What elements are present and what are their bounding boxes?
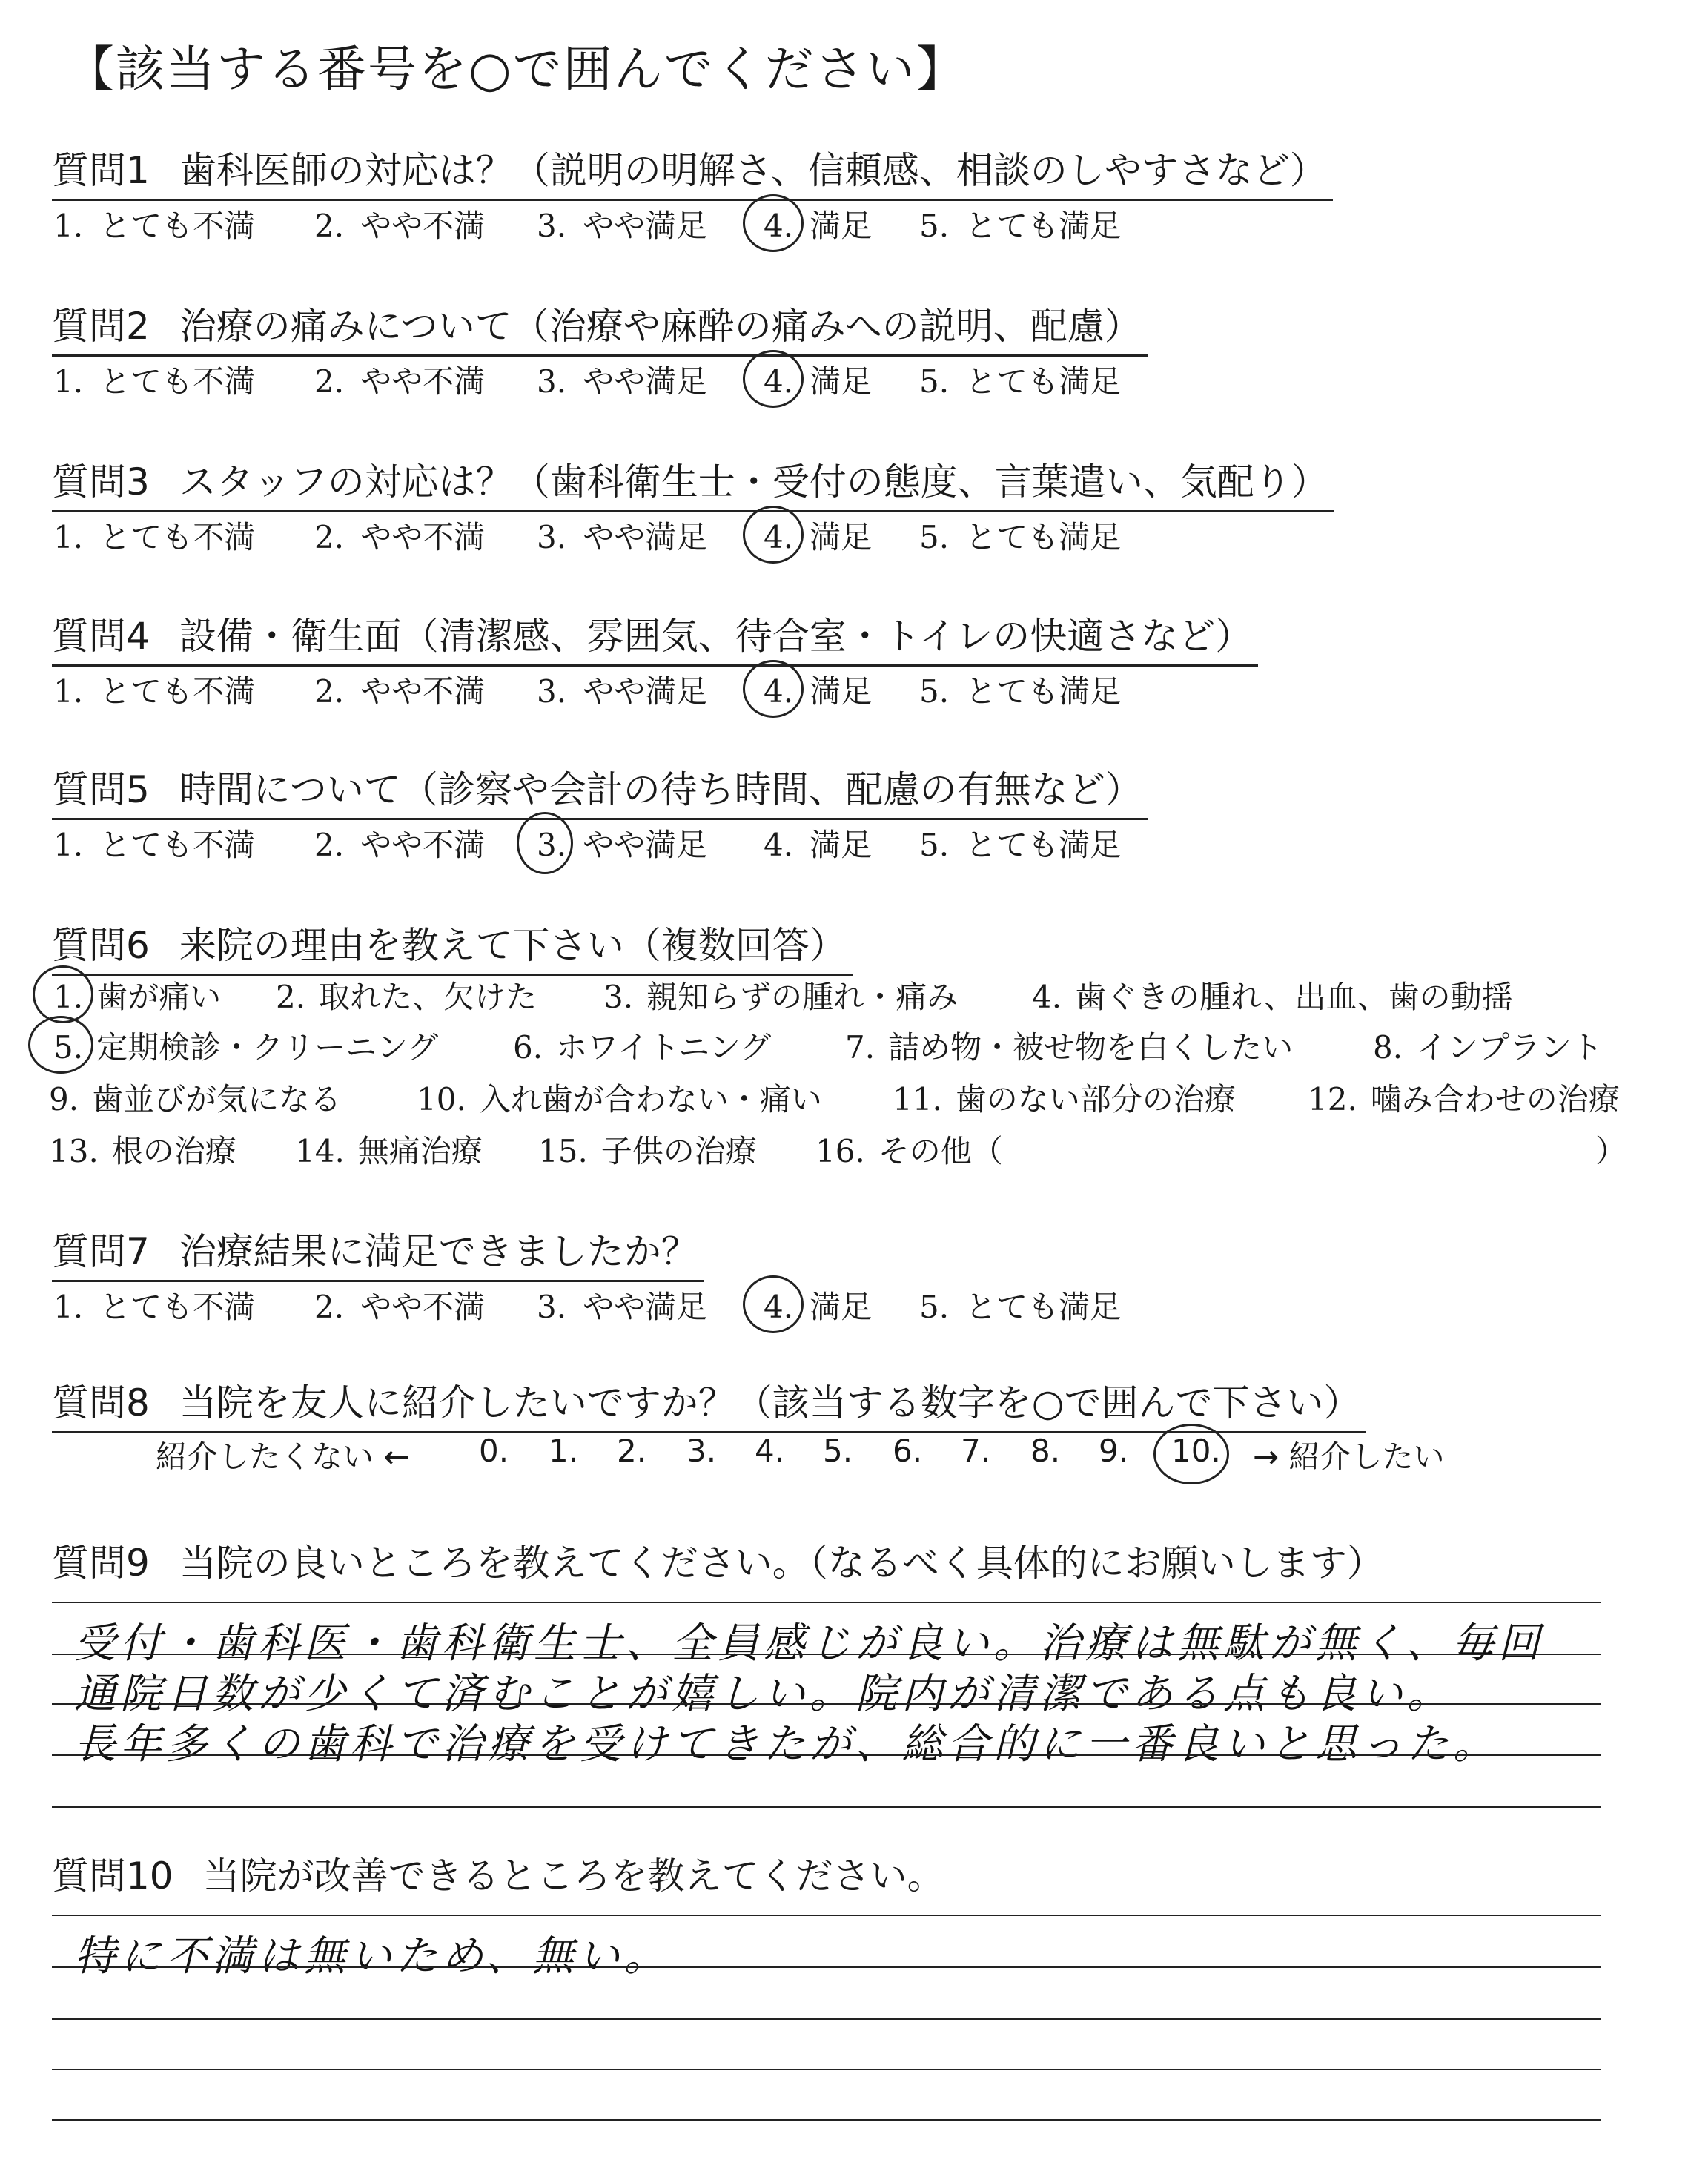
scale-6[interactable]: 6. xyxy=(893,1433,923,1469)
option-3[interactable]: 3. やや満足 xyxy=(537,519,708,555)
option-2[interactable]: 2. やや不満 xyxy=(314,827,486,863)
scale-left-label: 紹介したくない ← xyxy=(156,1439,410,1475)
question-4-title xyxy=(52,607,1258,667)
question-10-title xyxy=(52,1846,950,1904)
question-number: 質問10 xyxy=(52,1855,173,1898)
answer-line xyxy=(52,2018,1601,2020)
reason-12[interactable]: 12. 噛み合わせの治療 xyxy=(1308,1081,1620,1117)
scale-3[interactable]: 3. xyxy=(686,1433,717,1469)
reason-8[interactable]: 8. インプラント xyxy=(1373,1029,1603,1066)
question-number: 質問9 xyxy=(52,1542,150,1585)
answer-line xyxy=(52,1754,1601,1756)
option-1[interactable]: 1. とても不満 xyxy=(53,1289,256,1325)
reason-1[interactable]: 1. 歯が痛い xyxy=(53,979,222,1015)
scale-5[interactable]: 5. xyxy=(823,1433,853,1469)
question-3-title xyxy=(52,452,1334,512)
question-2-title xyxy=(52,297,1148,357)
question-text: 当院が改善できるところを教えてください。 xyxy=(202,1855,944,1898)
option-4[interactable]: 4. 満足 xyxy=(764,1289,873,1325)
option-4[interactable]: 4. 満足 xyxy=(764,208,873,244)
question-8-title xyxy=(52,1373,1366,1433)
option-5[interactable]: 5. とても満足 xyxy=(919,1289,1122,1325)
option-5[interactable]: 5. とても満足 xyxy=(919,827,1122,863)
question-text: 歯科医師の対応は？（説明の明解さ、信頼感、相談のしやすさなど） xyxy=(179,149,1327,192)
option-2[interactable]: 2. やや不満 xyxy=(314,208,486,244)
other-close-paren: ） xyxy=(1595,1133,1627,1169)
question-5-title xyxy=(52,760,1148,820)
reason-2[interactable]: 2. 取れた、欠けた xyxy=(276,979,537,1015)
scale-4[interactable]: 4. xyxy=(755,1433,785,1469)
reason-15[interactable]: 15. 子供の治療 xyxy=(538,1133,757,1169)
option-2[interactable]: 2. やや不満 xyxy=(314,519,486,555)
option-3[interactable]: 3. やや満足 xyxy=(537,363,708,400)
question-text: スタッフの対応は？（歯科衛生士・受付の態度、言葉遣い、気配り） xyxy=(179,460,1328,503)
reason-4[interactable]: 4. 歯ぐきの腫れ、出血、歯の動揺 xyxy=(1032,979,1513,1015)
scale-1[interactable]: 1. xyxy=(549,1433,579,1469)
question-text: 時間について（診察や会計の待ち時間、配慮の有無など） xyxy=(179,768,1142,811)
option-1[interactable]: 1. とても不満 xyxy=(53,673,256,710)
reason-9[interactable]: 9. 歯並びが気になる xyxy=(49,1081,342,1117)
option-4[interactable]: 4. 満足 xyxy=(764,827,873,863)
option-1[interactable]: 1. とても不満 xyxy=(53,208,256,244)
question-text: 当院を友人に紹介したいですか？（該当する数字を○で囲んで下さい） xyxy=(179,1381,1361,1424)
question-number: 質問6 xyxy=(52,924,150,967)
scale-0[interactable]: 0. xyxy=(479,1433,509,1469)
option-5[interactable]: 5. とても満足 xyxy=(919,208,1122,244)
question-number: 質問8 xyxy=(52,1381,150,1424)
question-7-title xyxy=(52,1222,704,1282)
option-1[interactable]: 1. とても不満 xyxy=(53,519,256,555)
option-5[interactable]: 5. とても満足 xyxy=(919,519,1122,555)
scale-8[interactable]: 8. xyxy=(1030,1433,1061,1469)
reason-5[interactable]: 5. 定期検診・クリーニング xyxy=(53,1029,439,1066)
answer-line xyxy=(52,1915,1601,1916)
reason-13[interactable]: 13. 根の治療 xyxy=(49,1133,236,1169)
option-4[interactable]: 4. 満足 xyxy=(764,673,873,710)
question-text: 設備・衛生面（清潔感、雰囲気、待合室・トイレの快適さなど） xyxy=(179,615,1253,658)
reason-11[interactable]: 11. 歯のない部分の治療 xyxy=(893,1081,1236,1117)
scale-right-label: → 紹介したい xyxy=(1253,1439,1445,1475)
answer-line xyxy=(52,1966,1601,1968)
question-number: 質問5 xyxy=(52,768,150,811)
answer-line xyxy=(52,1703,1601,1705)
option-4[interactable]: 4. 満足 xyxy=(764,519,873,555)
scale-2[interactable]: 2. xyxy=(617,1433,647,1469)
question-number: 質問7 xyxy=(52,1230,150,1273)
reason-10[interactable]: 10. 入れ歯が合わない・痛い xyxy=(417,1081,822,1117)
answer-line xyxy=(52,2069,1601,2070)
reason-14[interactable]: 14. 無痛治療 xyxy=(295,1133,483,1169)
reason-16[interactable]: 16. その他（ xyxy=(815,1133,1003,1169)
answer-line xyxy=(52,1654,1601,1655)
question-number: 質問1 xyxy=(52,149,150,192)
option-1[interactable]: 1. とても不満 xyxy=(53,827,256,863)
option-3[interactable]: 3. やや満足 xyxy=(537,827,708,863)
question-number: 質問4 xyxy=(52,615,150,658)
option-2[interactable]: 2. やや不満 xyxy=(314,363,486,400)
option-3[interactable]: 3. やや満足 xyxy=(537,1289,708,1325)
scale-7[interactable]: 7. xyxy=(961,1433,991,1469)
question-number: 質問3 xyxy=(52,460,150,503)
answer-line xyxy=(52,2119,1601,2121)
handwritten-answer-line-1: 受付・歯科医・歯科衛生士、全員感じが良い。治療は無駄が無く、毎回 xyxy=(74,1619,1544,1668)
question-9-title xyxy=(52,1533,1390,1591)
option-5[interactable]: 5. とても満足 xyxy=(919,673,1122,710)
reason-6[interactable]: 6. ホワイトニング xyxy=(513,1029,772,1066)
option-2[interactable]: 2. やや不満 xyxy=(314,673,486,710)
scale-10[interactable]: 10. xyxy=(1171,1433,1221,1469)
question-text: 治療の痛みについて（治療や麻酔の痛みへの説明、配慮） xyxy=(179,305,1142,348)
handwritten-answer-line-1: 特に不満は無いため、無い。 xyxy=(74,1932,670,1981)
question-text: 来院の理由を教えて下さい（複数回答） xyxy=(179,924,847,967)
handwritten-answer-line-2: 通院日数が少くて済むことが嬉しい。院内が清潔である点も良い。 xyxy=(74,1670,1453,1718)
handwritten-answer-line-3: 長年多くの歯科で治療を受けてきたが、総合的に一番良いと思った。 xyxy=(74,1720,1499,1768)
question-6-title xyxy=(52,916,853,976)
question-number: 質問2 xyxy=(52,305,150,348)
answer-line xyxy=(52,1806,1601,1808)
option-2[interactable]: 2. やや不満 xyxy=(314,1289,486,1325)
question-1-title xyxy=(52,141,1333,201)
reason-3[interactable]: 3. 親知らずの腫れ・痛み xyxy=(603,979,959,1015)
option-1[interactable]: 1. とても不満 xyxy=(53,363,256,400)
option-5[interactable]: 5. とても満足 xyxy=(919,363,1122,400)
option-4[interactable]: 4. 満足 xyxy=(764,363,873,400)
question-text: 治療結果に満足できましたか？ xyxy=(179,1230,698,1273)
scale-9[interactable]: 9. xyxy=(1099,1433,1129,1469)
option-3[interactable]: 3. やや満足 xyxy=(537,208,708,244)
page-title: 【該当する番号を○で囲んでください】 xyxy=(65,41,967,98)
option-3[interactable]: 3. やや満足 xyxy=(537,673,708,710)
reason-7[interactable]: 7. 詰め物・被せ物を白くしたい xyxy=(845,1029,1294,1066)
question-text: 当院の良いところを教えてください。（なるべく具体的にお願いします） xyxy=(179,1542,1384,1585)
answer-line xyxy=(52,1602,1601,1603)
